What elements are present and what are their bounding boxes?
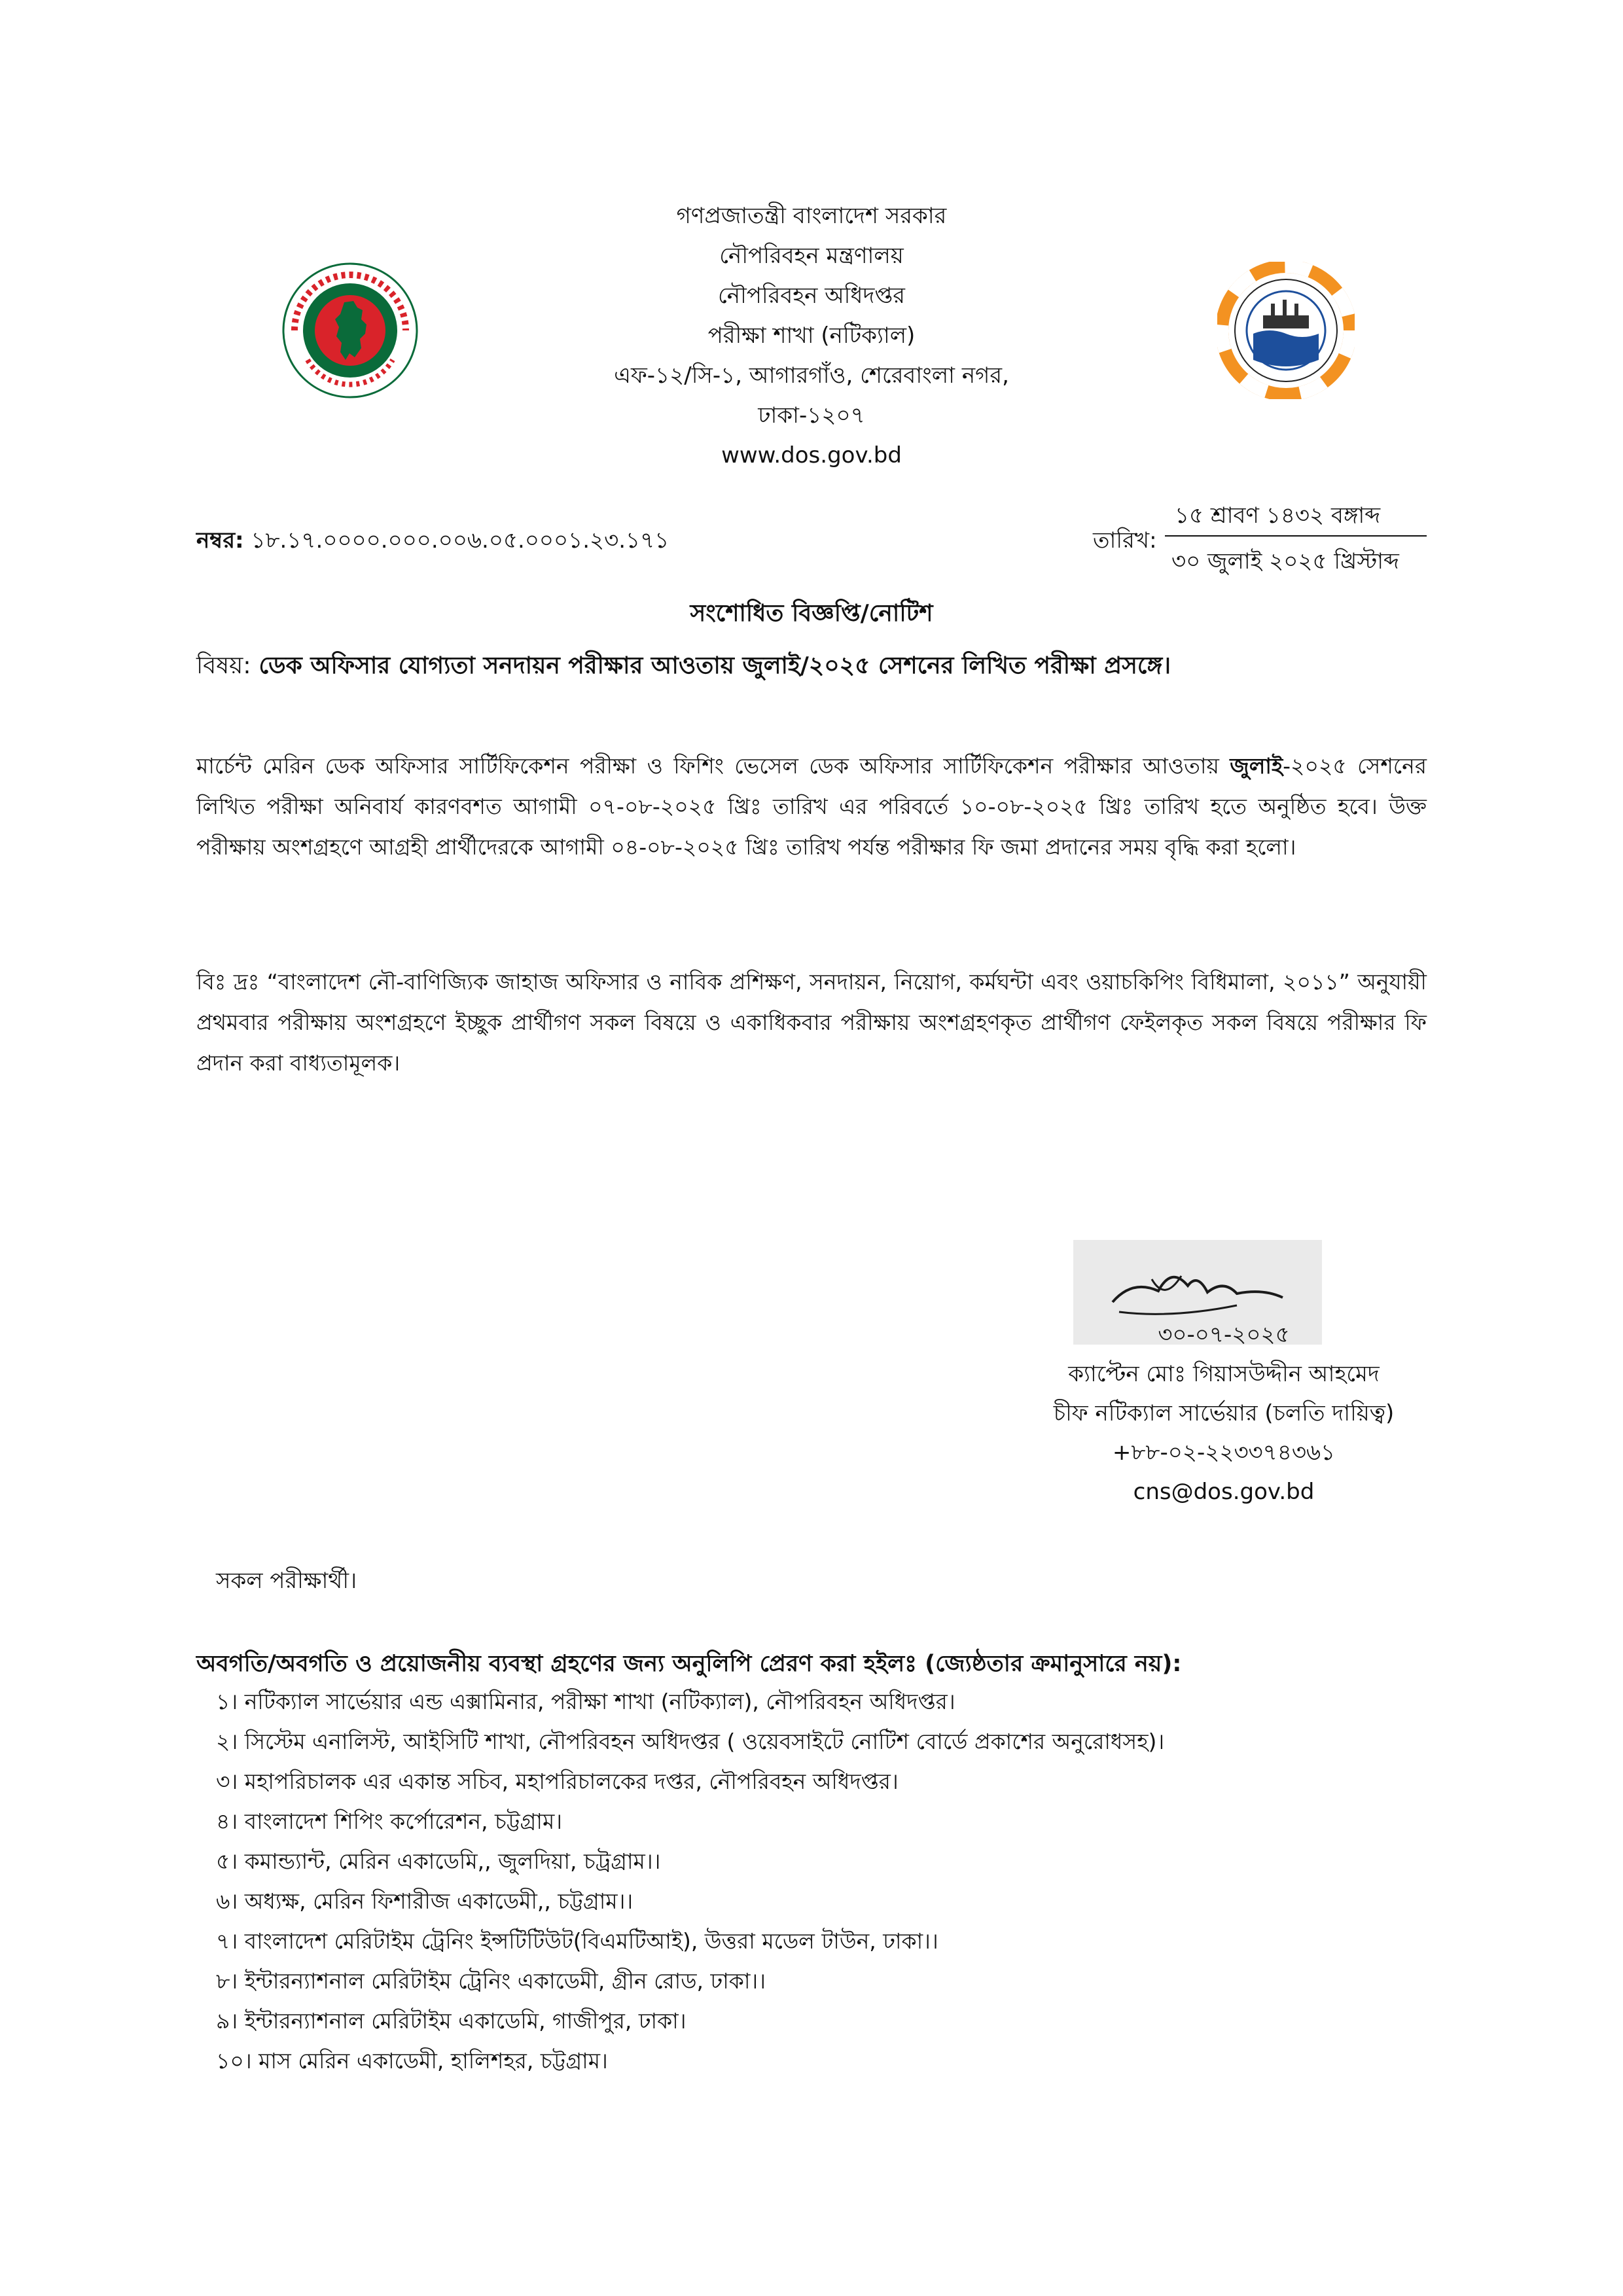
- website: www.dos.gov.bd: [721, 442, 902, 468]
- list-item: ১। নটিক্যাল সার্ভেয়ার এন্ড এক্সামিনার, পরীক্ষা শাখা (নটিক্যাল), নৌপরিবহন অধিদপ্তর।: [216, 1689, 955, 1714]
- city-line: ঢাকা-১২০৭: [758, 402, 865, 429]
- memo-number: [196, 523, 669, 561]
- signature-date: ৩০-০৭-২০২৫: [1158, 1322, 1290, 1348]
- subject-line: [196, 648, 1171, 687]
- government-seal-logo: [281, 262, 419, 399]
- list-item: ৯। ইন্টারন্যাশনাল মেরিটাইম একাডেমি, গাজীপুর, ঢাকা।: [216, 2008, 687, 2034]
- signatory-block: [929, 1315, 1518, 1511]
- para1-part-b: -২০২৫ সেশনের লিখিত পরীক্ষা অনিবার্য কারণবশত আগামী ০৭-০৮-২০২৫ খ্রিঃ তারিখ এর পরিবর্তে ১০-০৮-২০২৫ খ্রিঃ তারিখ হতে অনুষ্ঠিত হবে। উক্ত পরীক্ষায় অংশগ্রহণে আগ্রহী প্রার্থীদেরকে আগামী ০৪-০৮-২০২৫ খ্রিঃ তারিখ পর্যন্ত পরীক্ষার ফি জমা প্রদানের সময় বৃদ্ধি করা হলো।: [196, 753, 1427, 860]
- date-divider: [1165, 535, 1427, 537]
- list-item: ৩। মহাপরিচালক এর একান্ত সচিব, মহাপরিচালকের দপ্তর, নৌপরিবহন অধিদপ্তর।: [216, 1769, 899, 1794]
- government-name: গণপ্রজাতন্ত্রী বাংলাদেশ সরকার: [676, 203, 947, 229]
- list-item: ৪। বাংলাদেশ শিপিং কর্পোরেশন, চট্টগ্রাম।: [216, 1809, 563, 1834]
- letterhead: [484, 196, 1139, 476]
- signatory-name: ক্যাপ্টেন মোঃ গিয়াসউদ্দীন আহমেদ: [1068, 1361, 1380, 1387]
- list-item: ২। সিস্টেম এনালিস্ট, আইসিটি শাখা, নৌপরিবহন অধিদপ্তর ( ওয়েবসাইটে নোটিশ বোর্ডে প্রকাশের অনুরোধসহ)।: [216, 1729, 1165, 1754]
- department-of-shipping-logo: [1217, 262, 1355, 399]
- list-item: ৭। বাংলাদেশ মেরিটাইম ট্রেনিং ইন্সটিটিউট(বিএমটিআই), উত্তরা মডেল টাউন, ঢাকা।।: [216, 1928, 938, 1954]
- address-line: এফ-১২/সি-১, আগারগাঁও, শেরেবাংলা নগর,: [614, 362, 1009, 389]
- department-name: নৌপরিবহন অধিদপ্তর: [718, 283, 905, 309]
- list-item: ৮। ইন্টারন্যাশনাল মেরিটাইম ট্রেনিং একাডেমী, গ্রীন রোড, ঢাকা।।: [216, 1968, 766, 1994]
- cc-heading: অবগতি/অবগতি ও প্রয়োজনীয় ব্যবস্থা গ্রহণের জন্য অনুলিপি প্রেরণ করা হইলঃ (জ্যেষ্ঠতার ক্রমানুসারে নয়):: [196, 1651, 1182, 1677]
- list-item: ৫। কমান্ড্যান্ট, মেরিন একাডেমি,, জুলদিয়া, চট্রগ্রাম।।: [216, 1848, 661, 1874]
- subject-text: ডেক অফিসার যোগ্যতা সনদায়ন পরীক্ষার আওতায় জুলাই/২০২৫ সেশনের লিখিত পরীক্ষা প্রসঙ্গে।: [259, 652, 1171, 679]
- list-item: ১০। মাস মেরিন একাডেমী, হালিশহর, চট্টগ্রাম।: [216, 2048, 608, 2074]
- signatory-phone: +৮৮-০২-২২৩৩৭৪৩৬১: [1112, 1439, 1336, 1466]
- cc-list: [216, 1682, 1164, 2081]
- signatory-designation: চীফ নটিক্যাল সার্ভেয়ার (চলতি দায়িত্ব): [1053, 1400, 1395, 1426]
- ministry-name: নৌপরিবহন মন্ত্রণালয়: [719, 243, 904, 269]
- date-bangla: ১৫ শ্রাবণ ১৪৩২ বঙ্গাব্দ: [1175, 503, 1381, 529]
- section-name: পরীক্ষা শাখা (নটিক্যাল): [707, 323, 916, 349]
- date-label: তারিখ:: [1093, 527, 1157, 554]
- date-english: ৩০ জুলাই ২০২৫ খ্রিস্টাব্দ: [1171, 548, 1399, 574]
- para1-bold: জুলাই: [1230, 753, 1283, 779]
- body-paragraph-2: বিঃ দ্রঃ “বাংলাদেশ নৌ-বাণিজ্যিক জাহাজ অফিসার ও নাবিক প্রশিক্ষণ, সনদায়ন, নিয়োগ, কর্মঘন্টা এবং ওয়াচকিপিং বিধিমালা, ২০১১” অনুযায়ী প্রথমবার পরীক্ষায় অংশগ্রহণে ইচ্ছুক প্রার্থীগণ সকল বিষয়ে ও একাধিকবার পরীক্ষায় অংশগ্রহণকৃত প্রার্থীগণ ফেইলকৃত সকল বিষয়ে পরীক্ষার ফি প্রদান করা বাধ্যতামূলক।: [196, 969, 1427, 1076]
- memo-value: ১৮.১৭.০০০০.০০০.০০৬.০৫.০০০১.২৩.১৭১: [251, 527, 669, 554]
- subject-label: বিষয়:: [196, 652, 251, 679]
- recipient: সকল পরীক্ষার্থী।: [216, 1568, 357, 1594]
- notice-title: সংশোধিত বিজ্ঞপ্তি/নোটিশ: [690, 600, 933, 627]
- list-item: ৬। অধ্যক্ষ, মেরিন ফিশারীজ একাডেমী,, চট্টগ্রাম।।: [216, 1888, 633, 1914]
- body-paragraph-1: [196, 746, 1427, 868]
- memo-label: নম্বর:: [196, 527, 244, 554]
- para1-part-a: মার্চেন্ট মেরিন ডেক অফিসার সার্টিফিকেশন পরীক্ষা ও ফিশিং ভেসেল ডেক অফিসার সার্টিফিকেশন পরীক্ষার আওতায়: [196, 753, 1230, 779]
- signatory-email: cns@dos.gov.bd: [1133, 1479, 1315, 1505]
